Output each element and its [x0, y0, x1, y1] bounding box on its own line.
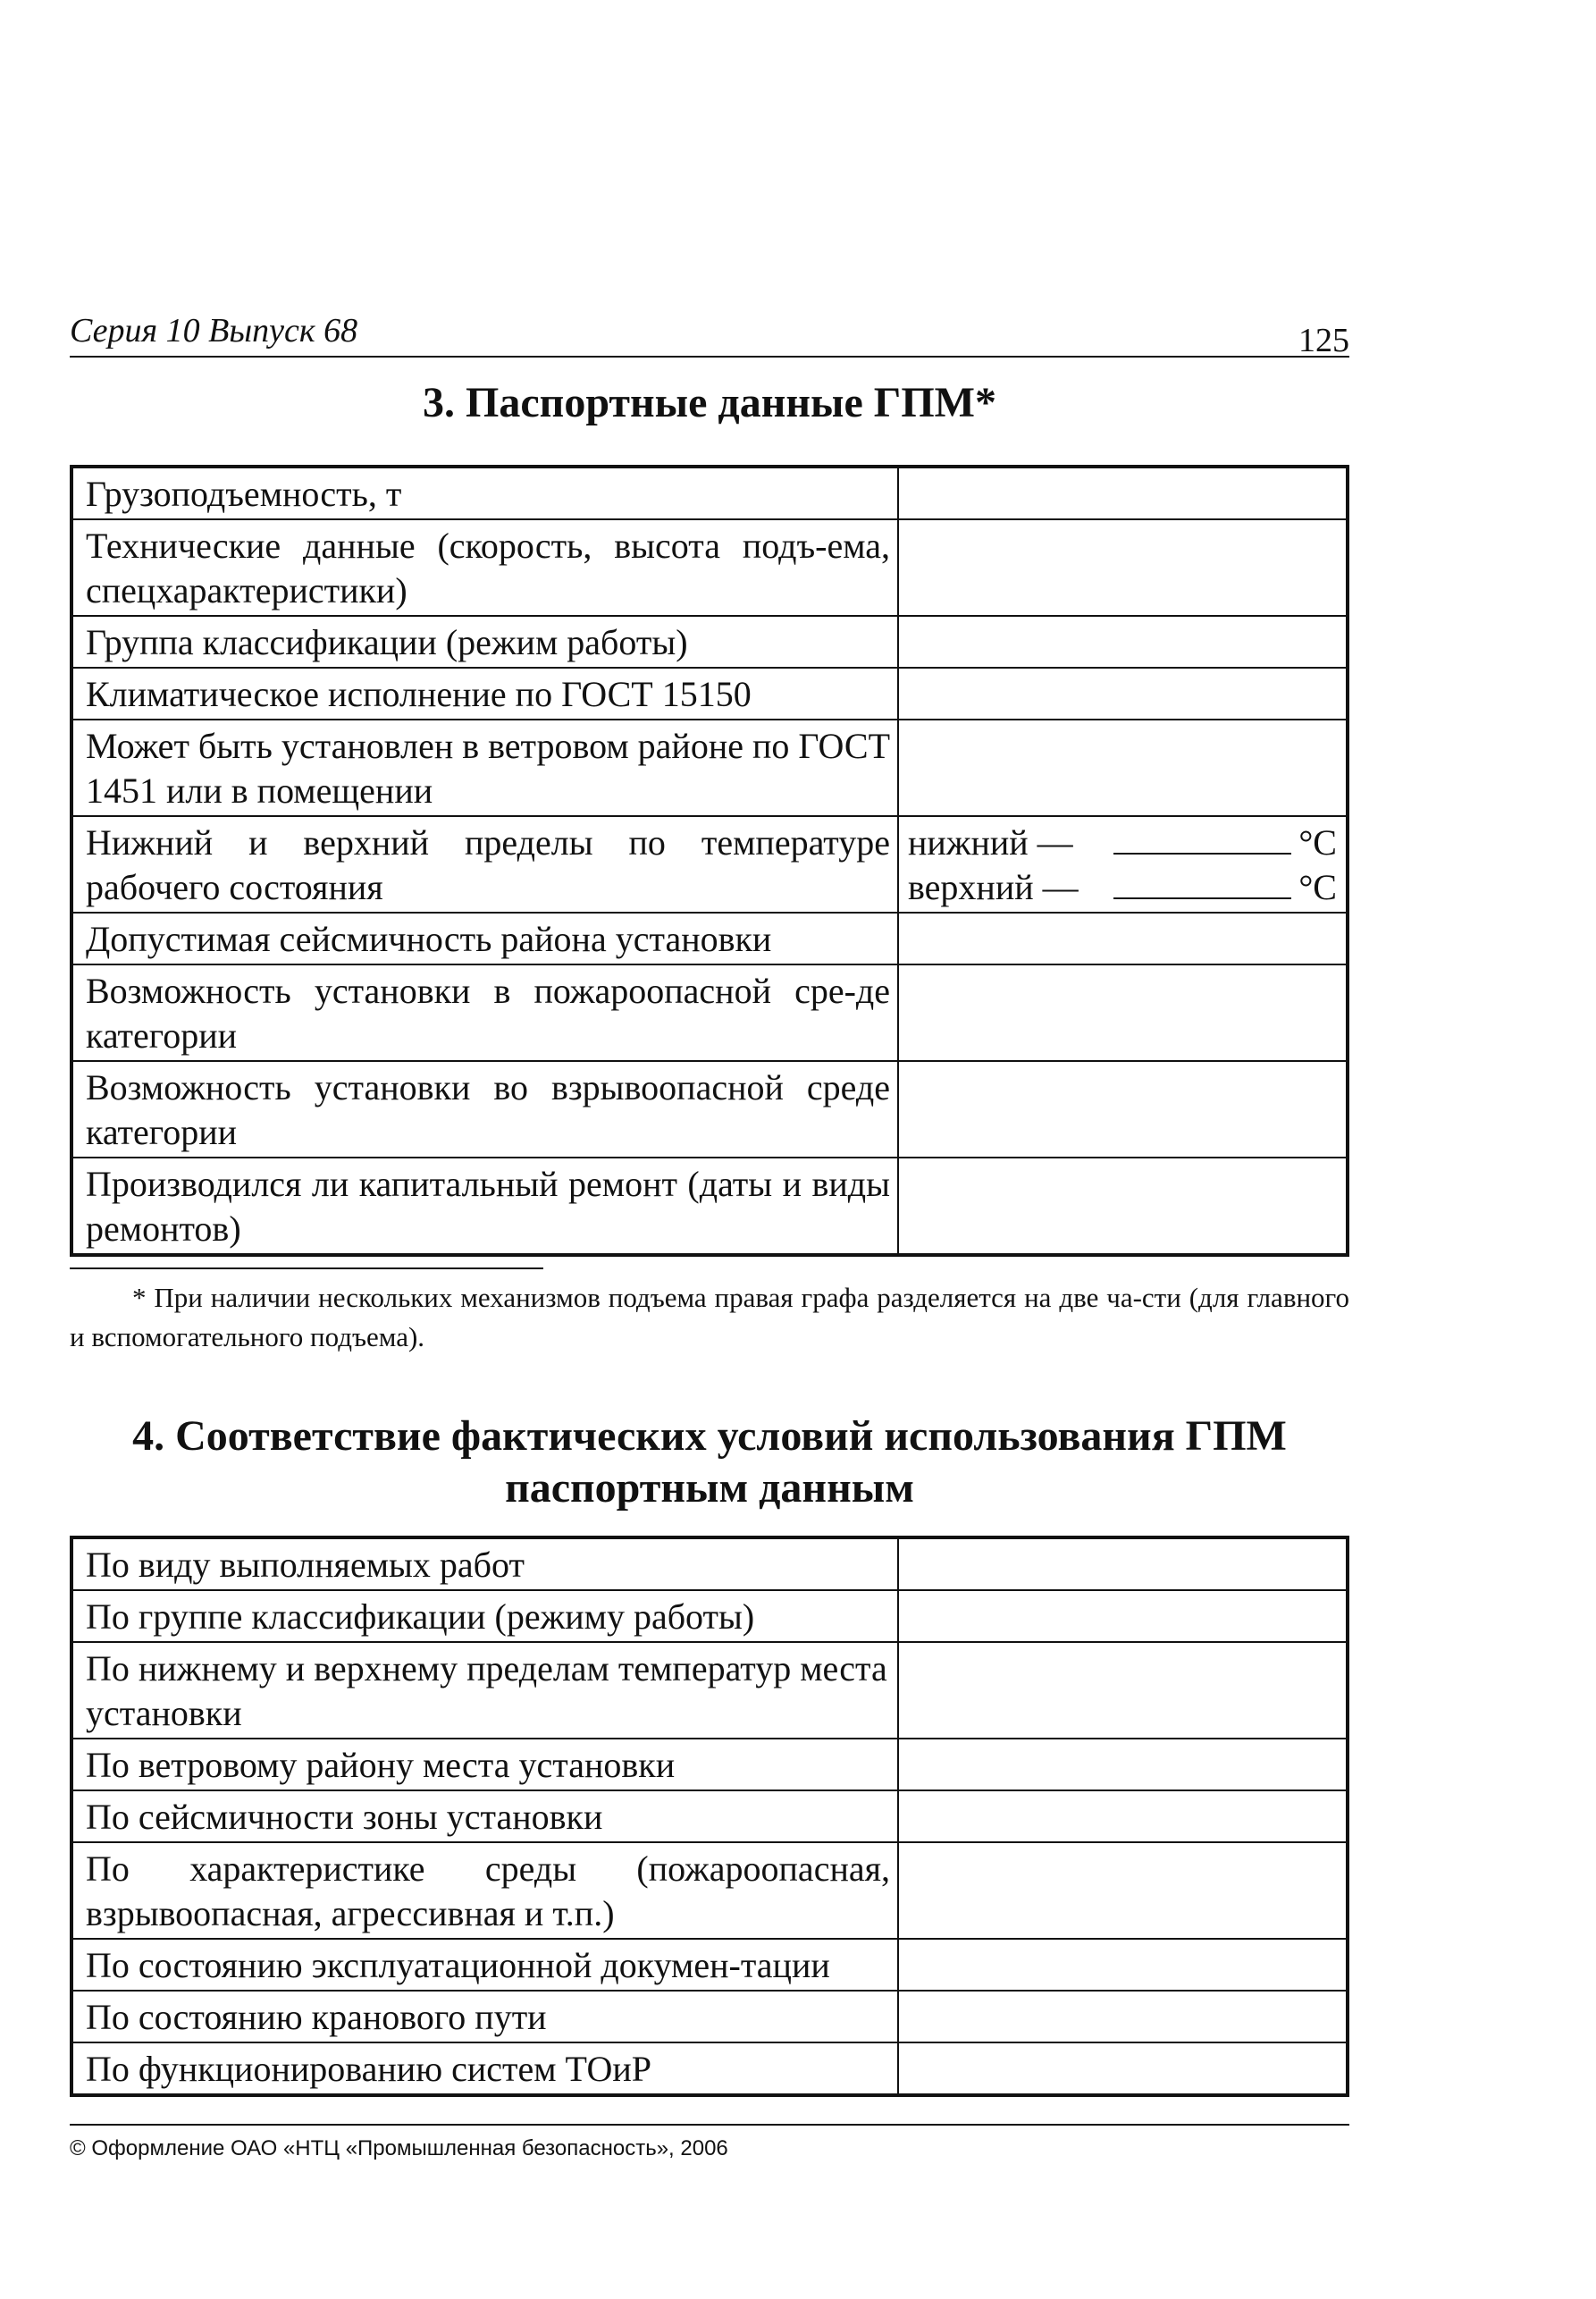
upper-temperature-label: верхний — — [908, 867, 1079, 907]
value-cell — [898, 668, 1348, 720]
table-row — [71, 1939, 1348, 1991]
lower-temperature-blank — [1113, 822, 1291, 855]
section-4-title — [70, 1411, 1349, 1514]
value-cell — [898, 616, 1348, 668]
conditions-table — [70, 1536, 1349, 2097]
value-cell — [898, 1061, 1348, 1158]
table-row — [71, 1739, 1348, 1790]
lower-temperature-line — [908, 821, 1337, 865]
table-row — [71, 616, 1348, 668]
table-row — [71, 467, 1348, 519]
row-label: Возможность установки во взрывоопасной среде категории — [71, 1061, 898, 1158]
footnote: * При наличии нескольких механизмов подъема правая графа разделяется на две ча-сти (для главного и вспомогательного подъема). — [70, 1282, 1349, 1352]
section-3-title: 3. Паспортные данные ГПМ* — [423, 379, 996, 426]
row-label: По сейсмичности зоны установки — [71, 1790, 898, 1842]
temperature-unit: °С — [1298, 867, 1337, 907]
page-number: 125 — [1298, 322, 1349, 359]
temperature-unit: °С — [1298, 822, 1337, 863]
row-label: Допустимая сейсмичность района установки — [71, 913, 898, 964]
section-4-title-line-2: паспортным данным — [505, 1464, 914, 1512]
row-label: Группа классификации (режим работы) — [71, 616, 898, 668]
value-cell — [898, 519, 1348, 616]
table-row — [71, 1590, 1348, 1642]
passport-data-table — [70, 465, 1349, 1257]
table-row — [71, 913, 1348, 964]
row-label: Грузоподъемность, т — [71, 467, 898, 519]
table-row — [71, 1642, 1348, 1739]
table-row — [71, 1158, 1348, 1255]
value-cell — [898, 1842, 1348, 1939]
row-label: По ветровому району места установки — [71, 1739, 898, 1790]
row-label: По состоянию эксплуатационной докумен-тации — [71, 1939, 898, 1991]
section-4-title-line-1: 4. Соответствие фактических условий использования ГПМ — [132, 1412, 1287, 1460]
value-cell — [898, 1991, 1348, 2042]
value-cell — [898, 467, 1348, 519]
value-cell — [898, 1790, 1348, 1842]
temperature-cell — [898, 816, 1348, 913]
row-label: По группе классификации (режиму работы) — [71, 1590, 898, 1642]
row-label: Нижний и верхний пределы по температуре рабочего состояния — [71, 816, 898, 913]
table-row — [71, 964, 1348, 1061]
value-cell — [898, 1158, 1348, 1255]
value-cell — [898, 2042, 1348, 2095]
value-cell — [898, 1537, 1348, 1590]
footer-divider — [70, 2124, 1349, 2126]
row-label: Может быть установлен в ветровом районе по ГОСТ 1451 или в помещении — [71, 720, 898, 816]
running-head — [70, 304, 1349, 358]
table-row — [71, 816, 1348, 913]
table-row — [71, 519, 1348, 616]
value-cell — [898, 1939, 1348, 1991]
table-row — [71, 720, 1348, 816]
row-label: По нижнему и верхнему пределам температур места установки — [71, 1642, 898, 1739]
table-row — [71, 1790, 1348, 1842]
value-cell — [898, 1590, 1348, 1642]
row-label: По функционированию систем ТОиР — [71, 2042, 898, 2095]
upper-temperature-blank — [1113, 867, 1291, 899]
row-label: Технические данные (скорость, высота подъ-ема, спецхарактеристики) — [71, 519, 898, 616]
table-row — [71, 668, 1348, 720]
table-row — [71, 1842, 1348, 1939]
upper-temperature-line — [908, 865, 1337, 910]
row-label: Возможность установки в пожароопасной сре-де категории — [71, 964, 898, 1061]
row-label: По состоянию кранового пути — [71, 1991, 898, 2042]
document-page — [70, 304, 1349, 2161]
lower-temperature-label: нижний — — [908, 822, 1073, 863]
value-cell — [898, 1642, 1348, 1739]
row-label: Производился ли капитальный ремонт (даты и виды ремонтов) — [71, 1158, 898, 1255]
row-label: По виду выполняемых работ — [71, 1537, 898, 1590]
table-row — [71, 2042, 1348, 2095]
value-cell — [898, 964, 1348, 1061]
copyright-notice: © Оформление ОАО «НТЦ «Промышленная безопасность», 2006 — [70, 2136, 728, 2160]
row-label: Климатическое исполнение по ГОСТ 15150 — [71, 668, 898, 720]
table-row — [71, 1061, 1348, 1158]
series-label: Серия 10 Выпуск 68 — [70, 312, 358, 349]
table-row — [71, 1991, 1348, 2042]
table-row — [71, 1537, 1348, 1590]
footnote-divider — [70, 1267, 543, 1269]
row-label: По характеристике среды (пожароопасная, взрывоопасная, агрессивная и т.п.) — [71, 1842, 898, 1939]
value-cell — [898, 913, 1348, 964]
value-cell — [898, 720, 1348, 816]
value-cell — [898, 1739, 1348, 1790]
